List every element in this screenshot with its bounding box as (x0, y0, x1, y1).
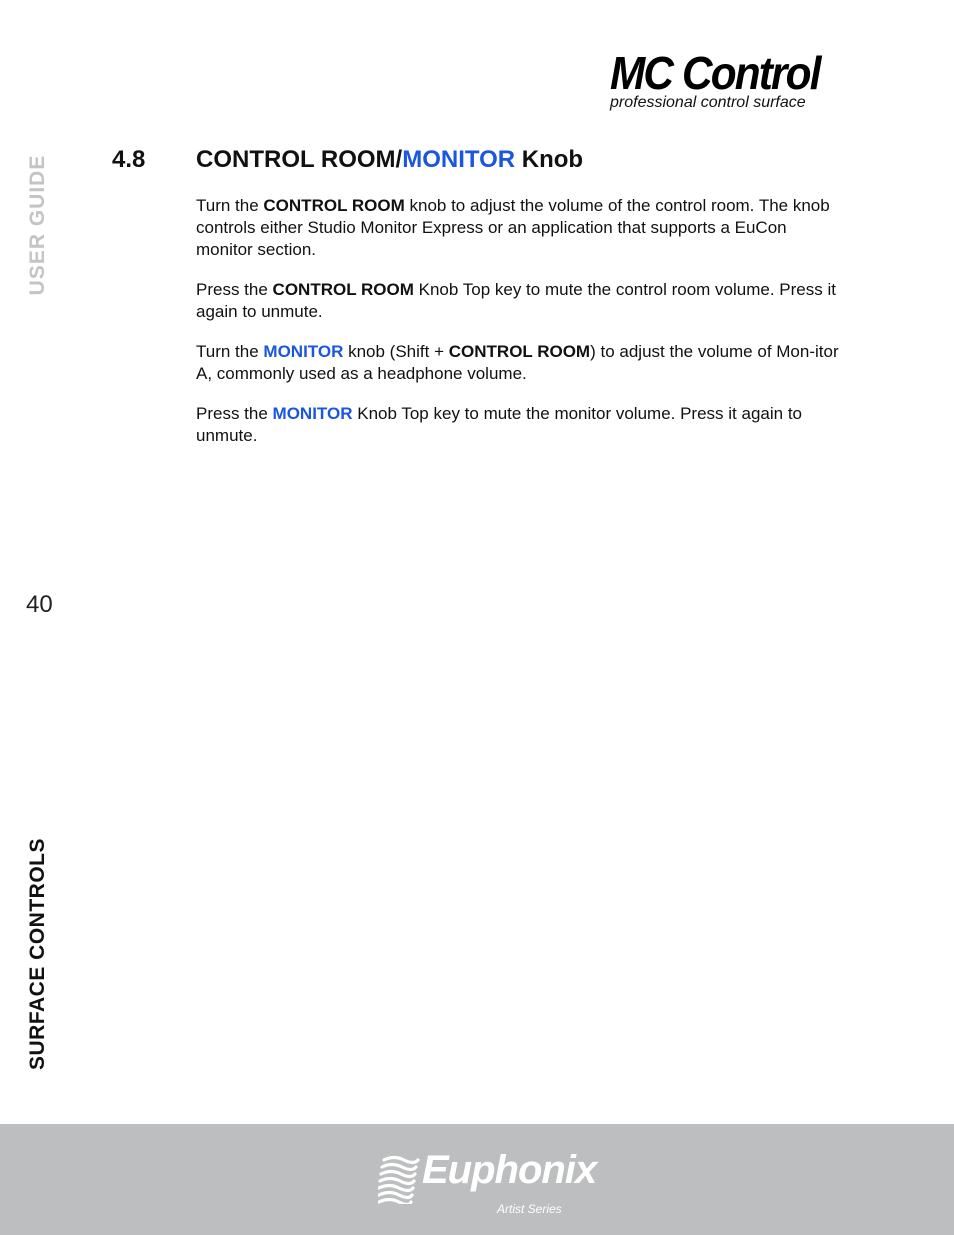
section-heading (112, 146, 583, 174)
paragraph (196, 195, 846, 261)
section-number: 4.8 (112, 146, 146, 173)
euphonix-logo (378, 1148, 597, 1220)
section-body (196, 195, 846, 465)
page-number: 40 (26, 591, 53, 618)
control-room-term: CONTROL ROOM (448, 342, 591, 361)
brand-title: MC Control (610, 47, 820, 99)
section-title-part3: Knob (515, 146, 584, 173)
side-label-surface-controls (26, 828, 50, 1080)
paragraph (196, 403, 846, 447)
waves-icon (378, 1154, 420, 1204)
side-label-user-guide-text: USER GUIDE (26, 154, 49, 296)
paragraph-text: Turn the (196, 342, 264, 361)
paragraph (196, 341, 846, 385)
control-room-term: CONTROL ROOM (272, 280, 414, 299)
control-room-term: CONTROL ROOM (263, 196, 405, 215)
logo-text: Euphonix (422, 1148, 597, 1192)
paragraph-text: Turn the (196, 196, 264, 215)
monitor-term: MONITOR (272, 404, 353, 423)
paragraph-text: Knob Top key to mute the control room volume. Press it again to unmute. (196, 280, 836, 321)
paragraph-text: knob (Shift + (343, 342, 449, 361)
monitor-term: MONITOR (263, 342, 344, 361)
side-label-surface-controls-text: SURFACE CONTROLS (26, 837, 49, 1071)
logo-subtitle: Artist Series (497, 1202, 562, 1216)
brand-logo (610, 48, 840, 112)
paragraph-text: ) to adjust the volume of Mon-itor A, commonly used as a headphone volume. (196, 342, 839, 383)
paragraph-text: Knob Top key to mute the monitor volume. Press it again to unmute. (196, 404, 802, 445)
paragraph-text: Press the (196, 404, 273, 423)
paragraph-text: knob to adjust the volume of the control room. The knob controls either Studio Monitor Express or an application that supports a EuCon monitor section. (196, 196, 830, 259)
paragraph (196, 279, 846, 323)
section-title-part1: CONTROL ROOM/ (196, 146, 403, 173)
brand-subtitle: professional control surface (610, 94, 806, 111)
side-label-user-guide (26, 155, 50, 295)
paragraph-text: Press the (196, 280, 273, 299)
section-title-monitor: MONITOR (402, 146, 516, 173)
